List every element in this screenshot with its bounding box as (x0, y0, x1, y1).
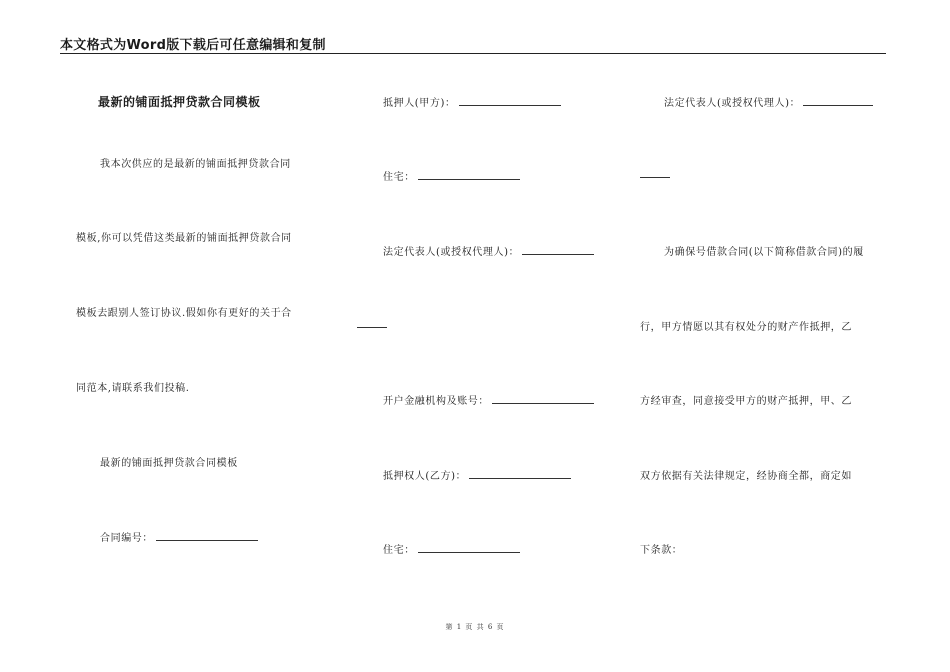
bank-account-field (383, 392, 594, 407)
legal-rep-field (383, 243, 594, 258)
legal-rep-2-blank (803, 96, 873, 106)
column-2 (355, 0, 615, 672)
mortgagor-field (383, 94, 561, 109)
mortgagee-field (383, 467, 571, 482)
intro-line-3: 模板去跟别人签订协议.假如你有更好的关于合 (76, 308, 292, 319)
contract-number-label: 合同编号： (100, 533, 153, 544)
legal-rep-2-field (664, 94, 873, 109)
legal-rep-2-label: 法定代表人(或授权代理人)： (664, 98, 801, 109)
column-3 (640, 0, 890, 672)
legal-rep-blank-continued (357, 318, 387, 331)
clause-line-3: 方经审查，同意接受甲方的财产抵押，甲、乙 (640, 396, 852, 407)
residence-1-label: 住宅： (383, 172, 415, 183)
contract-number-field (100, 529, 258, 544)
clause-line-2: 行，甲方情愿以其有权处分的财产作抵押，乙 (640, 322, 852, 333)
document-title: 最新的铺面抵押贷款合同模板 (98, 95, 261, 109)
intro-line-2: 模板,你可以凭借这类最新的铺面抵押贷款合同 (76, 233, 292, 244)
contract-number-blank (156, 531, 258, 541)
intro-line-4: 同范本,请联系我们投稿. (76, 383, 190, 394)
residence-1-blank (418, 170, 520, 180)
subtitle: 最新的铺面抵押贷款合同模板 (100, 458, 238, 469)
legal-rep-blank (522, 245, 594, 255)
bank-account-blank (492, 394, 594, 404)
residence-1-field (383, 168, 520, 183)
mortgagor-blank (459, 96, 561, 106)
header-text: 本文格式为Word版下载后可任意编辑和复制 (60, 38, 326, 53)
residence-2-field (383, 541, 520, 556)
residence-2-blank (418, 543, 520, 553)
mortgagee-label: 抵押权人(乙方)： (383, 471, 467, 482)
clause-line-5: 下条款： (640, 545, 683, 556)
page-number-footer: 第 1 页 共 6 页 (445, 623, 505, 631)
intro-line-1: 我本次供应的是最新的铺面抵押贷款合同 (100, 159, 291, 170)
clause-line-4: 双方依据有关法律规定，经协商全都，商定如 (640, 471, 852, 482)
column-1 (76, 0, 326, 672)
legal-rep-label: 法定代表人(或授权代理人)： (383, 247, 520, 258)
bank-account-label: 开户金融机构及账号： (383, 396, 489, 407)
residence-2-label: 住宅： (383, 545, 415, 556)
legal-rep-2-blank-continued (640, 168, 670, 181)
mortgagee-blank (469, 469, 571, 479)
clause-line-1: 为确保号借款合同(以下简称借款合同)的履 (664, 247, 864, 258)
mortgagor-label: 抵押人(甲方)： (383, 98, 456, 109)
